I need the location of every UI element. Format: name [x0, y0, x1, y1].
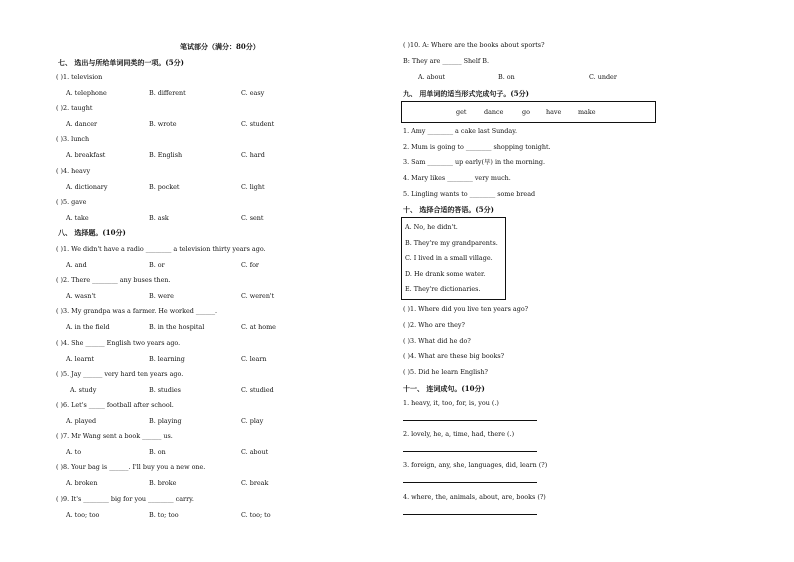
option-b: B. ask	[149, 213, 169, 222]
answer-line	[403, 451, 537, 452]
option-c: C. hard	[241, 151, 265, 160]
page-title: 笔试部分（满分：80分）	[180, 42, 260, 51]
option-c: C. about	[241, 448, 269, 457]
option-b: B. to; too	[149, 510, 179, 519]
question-stem: ( )4. heavy	[56, 166, 91, 175]
question-stem: ( )6. Let's _____ football after school.	[56, 401, 174, 409]
option-a: A. in the field	[66, 323, 110, 332]
sentence-item: 4. Mary likes ________ very much.	[403, 174, 511, 183]
option-a: A. played	[66, 417, 97, 425]
question-stem: ( )2. There ________ any buses then.	[56, 276, 171, 285]
option-a: A. telephone	[66, 89, 107, 97]
option-b: B. wrote	[149, 120, 177, 129]
option-c: C. under	[589, 73, 617, 81]
answer-option: D. He drank some water.	[405, 269, 486, 278]
option-a: A. about	[418, 73, 446, 81]
option-a: A. take	[66, 213, 89, 222]
question-line2: B: They are ______ Shelf B.	[403, 57, 490, 65]
option-a: A. learnt	[66, 354, 95, 363]
question-stem: ( )1. We didn't have a radio ________ a television thirty years ago.	[56, 245, 266, 253]
answer-option: A. No, he didn't.	[405, 223, 458, 231]
section-7-heading: 七、 选出与所给单词同类的一项。(5分)	[58, 58, 184, 67]
option-c: C. light	[241, 182, 265, 191]
word-list: 3. foreign, any, she, languages, did, learn (?)	[403, 461, 548, 470]
option-a: A. dictionary	[66, 182, 108, 191]
question-stem: ( )4. What are these big books?	[403, 352, 505, 361]
answer-line	[403, 482, 537, 483]
sentence-item: 2. Mum is going to ________ shopping tonight.	[403, 142, 551, 151]
question-stem: ( )3. My grandpa was a farmer. He worked ______.	[56, 307, 218, 316]
sentence-item: 1. Amy ________ a cake last Sunday.	[403, 127, 517, 135]
option-b: B. broke	[149, 479, 177, 488]
option-c: C. for	[241, 261, 259, 269]
word-list: 1. heavy, it, too, for, is, you (.)	[403, 399, 499, 407]
question-stem: ( )5. Jay ______ very hard ten years ago.	[56, 369, 184, 378]
option-c: C. sent	[241, 213, 264, 222]
question-stem: ( )3. What did he do?	[403, 336, 471, 345]
sentence-item: 5. Lingling wants to ________ some bread	[403, 189, 536, 198]
answer-line	[403, 420, 537, 421]
option-b: B. studies	[149, 385, 181, 394]
option-b: B. or	[149, 261, 165, 269]
option-b: B. playing	[149, 417, 182, 425]
option-c: C. at home	[241, 323, 276, 332]
question-stem: ( )4. She ______ English two years ago.	[56, 338, 181, 347]
word-bank-word: make	[578, 108, 596, 116]
word-list: 4. where, the, animals, about, are, books (?)	[403, 492, 546, 501]
option-c: C. easy	[241, 89, 265, 97]
question-stem: ( )8. Your bag is ______. I'll buy you a new one.	[56, 463, 206, 472]
word-bank-word: get	[456, 108, 467, 116]
option-c: C. learn	[241, 354, 267, 363]
answer-option: E. They're dictionaries.	[405, 285, 481, 294]
word-bank-word: go	[522, 108, 530, 116]
section-11-heading: 十一、 连词成句。(10分)	[403, 384, 485, 393]
option-a: A. too; too	[66, 510, 100, 519]
option-a: A. dancer	[66, 120, 98, 129]
question-stem: ( )7. Mr Wang sent a book ______ us.	[56, 432, 173, 441]
section-8-heading: 八、 选择题。(10分)	[58, 228, 126, 237]
word-list: 2. lovely, he, a, time, had, there (.)	[403, 430, 515, 439]
option-c: C. weren't	[241, 292, 275, 301]
option-b: B. on	[149, 448, 166, 457]
option-b: B. learning	[149, 354, 185, 363]
option-b: B. were	[149, 292, 174, 301]
option-b: B. English	[149, 151, 183, 160]
option-b: B. different	[149, 89, 186, 97]
answer-option: B. They're my grandparents.	[405, 238, 498, 247]
option-a: A. and	[66, 261, 87, 269]
option-a: A. breakfast	[66, 151, 106, 160]
option-b: B. pocket	[149, 182, 180, 191]
answer-option: C. I lived in a small village.	[405, 254, 493, 263]
option-a: A. study	[70, 385, 97, 394]
question-stem: ( )1. Where did you live ten years ago?	[403, 305, 529, 313]
question-stem: ( )2. Who are they?	[403, 320, 465, 329]
question-stem: ( )9. It's ________ big for you ________ carry.	[56, 494, 194, 503]
question-stem: ( )5. Did he learn English?	[403, 368, 488, 377]
section-10-heading: 十、 选择合适的答语。(5分)	[403, 205, 494, 214]
answer-line	[403, 514, 537, 515]
question-stem: ( )5. gave	[56, 197, 87, 206]
option-c: C. student	[241, 120, 275, 129]
option-a: A. to	[66, 448, 82, 457]
option-c: C. too; to	[241, 510, 271, 519]
question-stem: ( )1. television	[56, 73, 103, 81]
question-stem: ( )2. taught	[56, 104, 93, 113]
question-stem: ( )3. lunch	[56, 135, 90, 144]
option-a: A. wasn't	[66, 292, 96, 301]
word-bank-word: dance	[484, 108, 504, 116]
word-bank-word: have	[546, 108, 562, 116]
question-stem: ( )10. A: Where are the books about sports?	[403, 41, 545, 49]
option-c: C. break	[241, 479, 269, 488]
sentence-item: 3. Sam ________ up early(早) in the morning.	[403, 158, 545, 167]
section-9-heading: 九、 用单词的适当形式完成句子。(5分)	[403, 89, 529, 98]
option-c: C. play	[241, 417, 264, 425]
option-c: C. studied	[241, 385, 274, 394]
option-b: B. on	[498, 73, 515, 81]
option-a: A. broken	[66, 479, 98, 488]
option-b: B. in the hospital	[149, 323, 205, 332]
